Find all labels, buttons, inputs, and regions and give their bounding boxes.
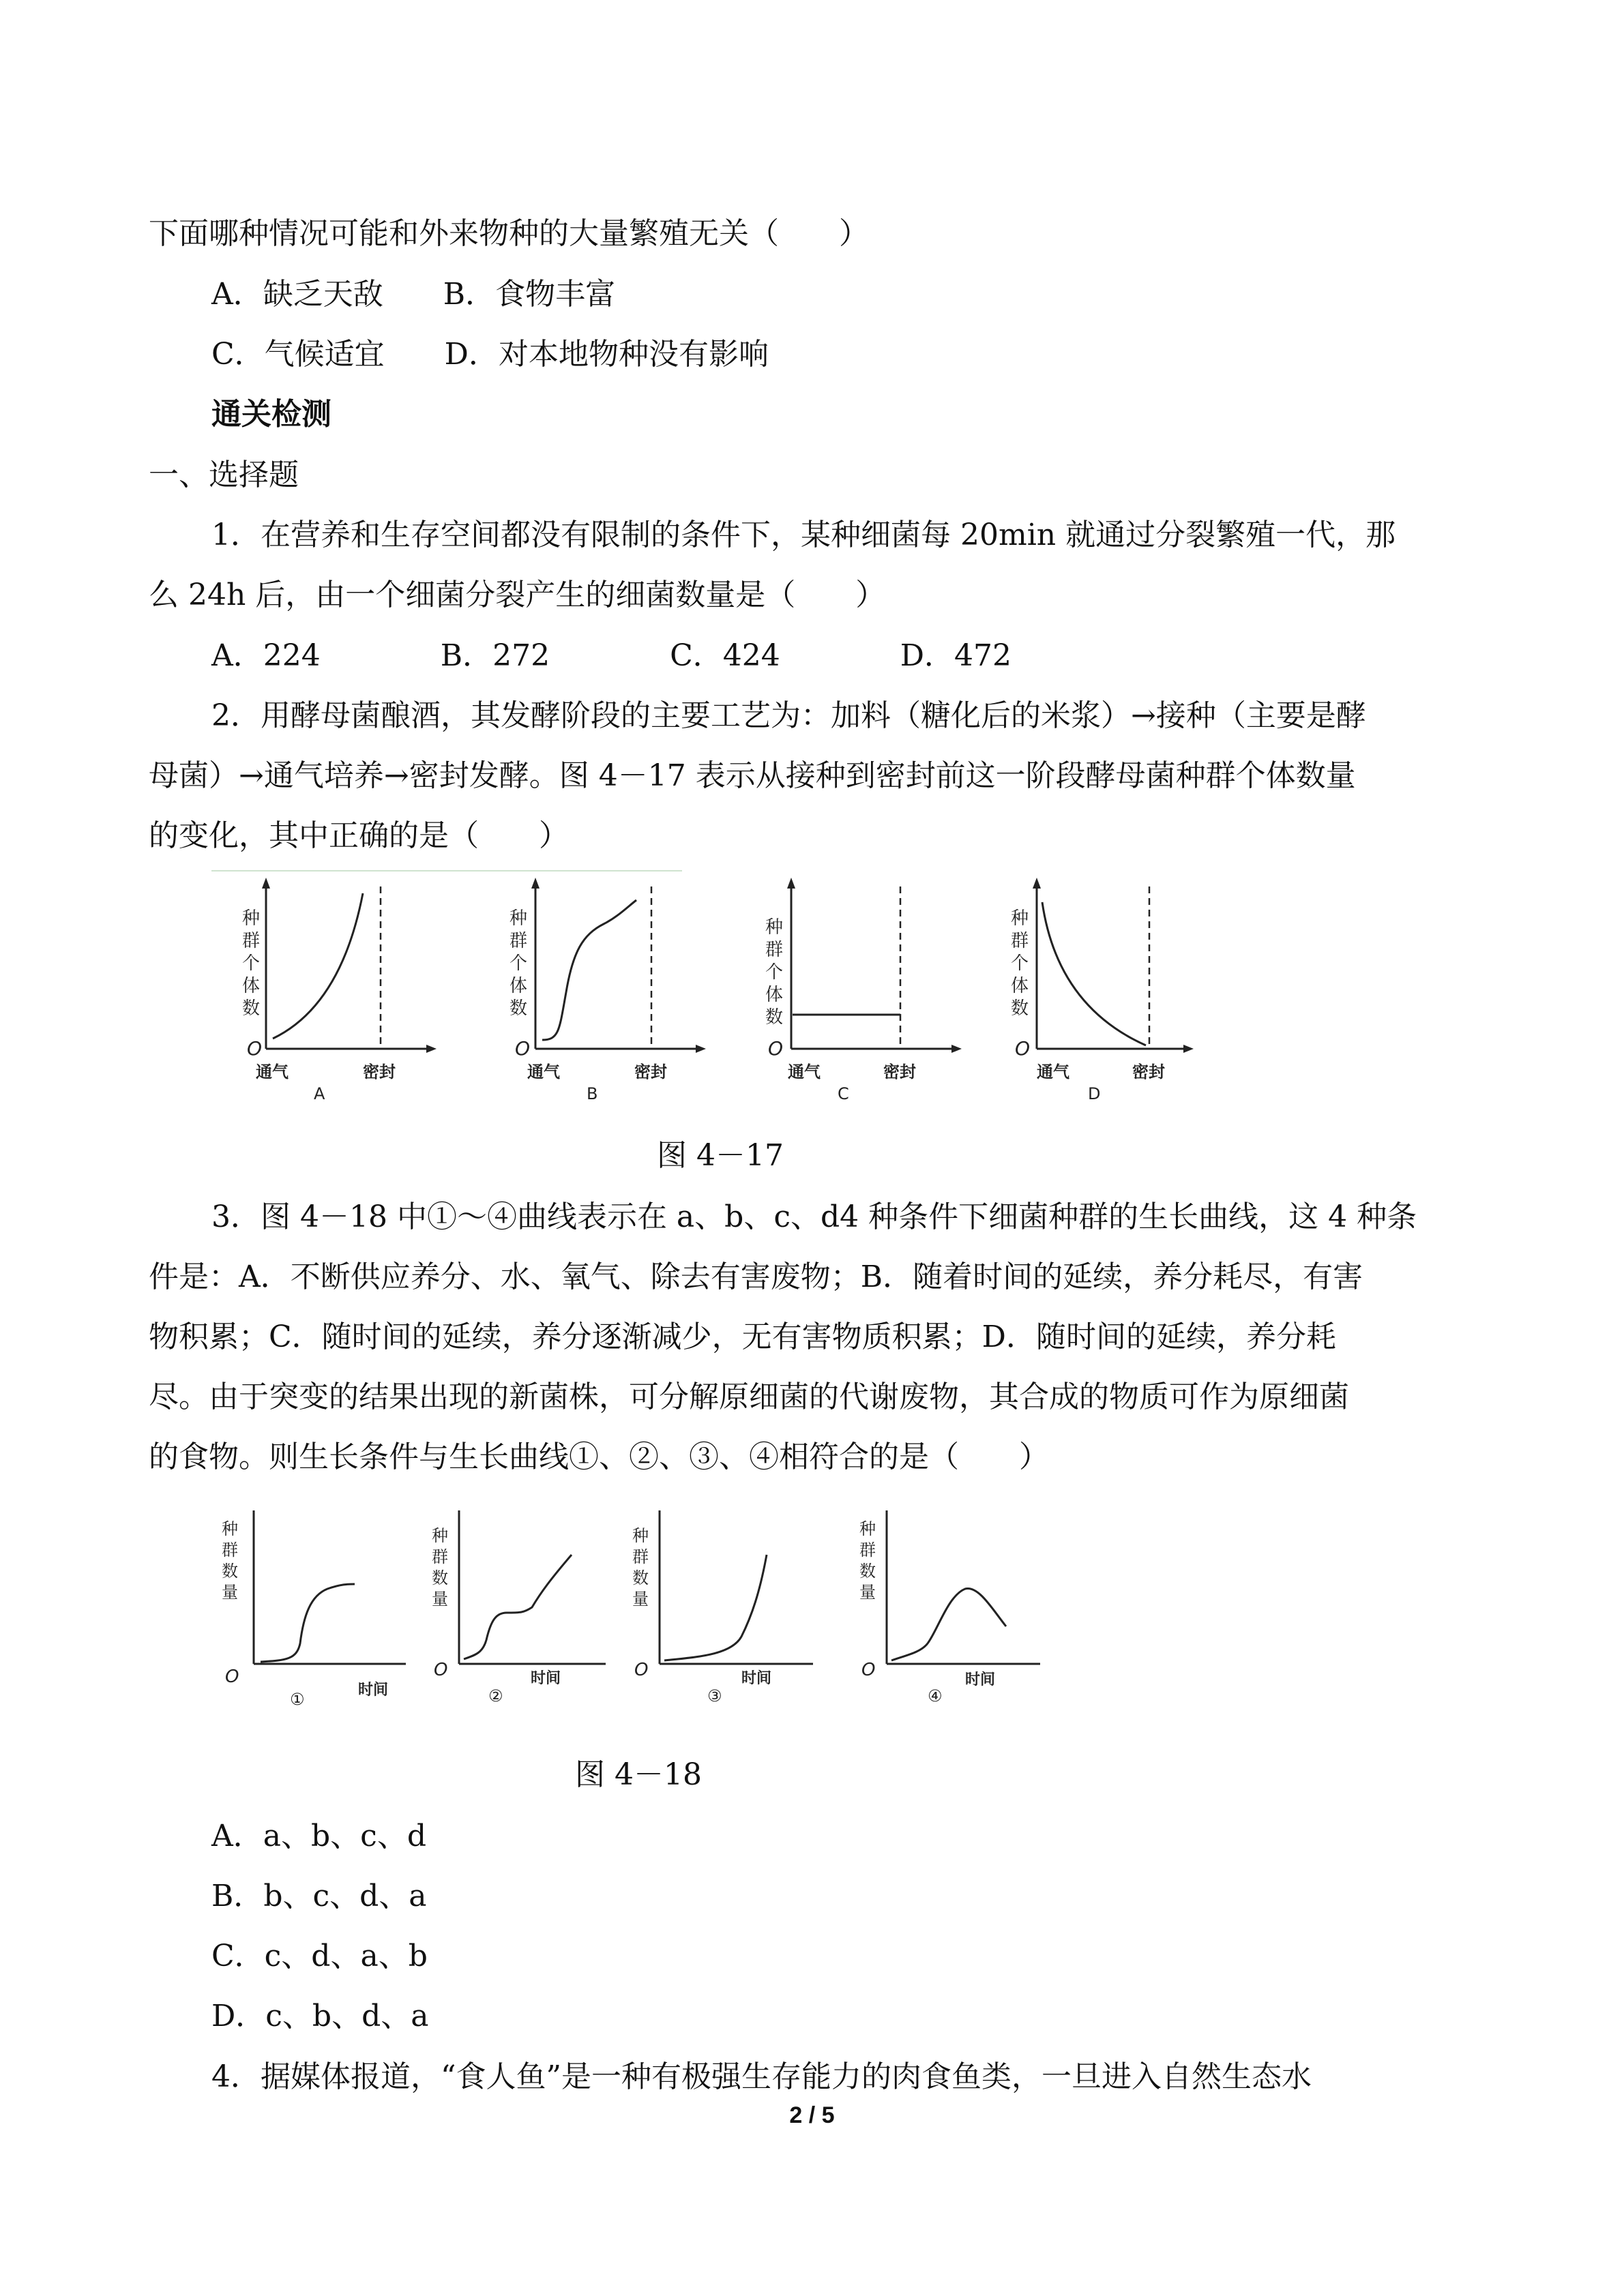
panel-label: C bbox=[838, 1084, 849, 1103]
origin-label: O bbox=[225, 1667, 239, 1687]
ylabel-char: 个 bbox=[765, 962, 784, 983]
ylabel-char: 群 bbox=[242, 931, 261, 951]
ylabel-char: 群 bbox=[432, 1547, 448, 1566]
panel-4 bbox=[859, 1510, 1040, 1705]
panel-label: ④ bbox=[928, 1686, 943, 1705]
ylabel-char: 群 bbox=[859, 1540, 876, 1560]
curve-4 bbox=[891, 1589, 1006, 1660]
panel-1 bbox=[222, 1510, 406, 1709]
xlabel: 时间 bbox=[741, 1670, 772, 1687]
ylabel-char: 数 bbox=[1011, 998, 1029, 1019]
origin-label: O bbox=[634, 1660, 649, 1680]
panel-3 bbox=[632, 1510, 813, 1705]
ylabel-char: 数 bbox=[432, 1568, 448, 1587]
q3-line3: 物积累；C．随时间的延续，养分逐渐减少，无有害物质积累；D．随时间的延续，养分耗 bbox=[149, 1320, 1336, 1354]
q3-line2: 件是：A．不断供应养分、水、氧气、除去有害废物；B．随着时间的延续，养分耗尽，有害 bbox=[149, 1259, 1363, 1294]
q1-line1: 1．在营养和生存空间都没有限制的条件下，某种细菌每 20min 就通过分裂繁殖一代，那 bbox=[211, 518, 1396, 552]
ylabel-char: 种 bbox=[632, 1526, 649, 1545]
ylabel-char: 量 bbox=[222, 1583, 238, 1602]
origin-label: O bbox=[768, 1037, 784, 1060]
figure-4-17 bbox=[205, 869, 1194, 1118]
origin-label: O bbox=[861, 1660, 876, 1680]
q3-option-a: A．a、b、c、d bbox=[211, 1819, 426, 1853]
ylabel-char: 种 bbox=[510, 908, 528, 929]
panel-label: ① bbox=[290, 1690, 305, 1709]
ylabel-char: 种 bbox=[765, 917, 784, 938]
ylabel-char: 数 bbox=[222, 1562, 238, 1581]
ylabel-char: 量 bbox=[859, 1583, 876, 1602]
ylabel-char: 量 bbox=[432, 1590, 448, 1609]
ylabel-char: 群 bbox=[1011, 931, 1029, 951]
q3-option-d: D．c、b、d、a bbox=[211, 1999, 429, 2033]
curve-b bbox=[542, 900, 636, 1040]
ylabel-char: 群 bbox=[510, 931, 528, 951]
x-axis-arrow bbox=[696, 1045, 706, 1053]
x-axis-arrow bbox=[951, 1045, 962, 1053]
q2-line1: 2．用酵母菌酿酒，其发酵阶段的主要工艺为：加料（糖化后的米浆）→接种（主要是酵 bbox=[211, 698, 1366, 733]
x-axis-arrow bbox=[1183, 1045, 1194, 1053]
y-axis-arrow bbox=[1033, 878, 1041, 889]
ylabel-char: 种 bbox=[222, 1519, 238, 1538]
ylabel-char: 群 bbox=[222, 1540, 238, 1560]
xlabel-end: 密封 bbox=[883, 1062, 916, 1082]
xlabel-start: 通气 bbox=[788, 1062, 821, 1082]
ylabel-char: 数 bbox=[859, 1562, 876, 1581]
origin-label: O bbox=[515, 1037, 531, 1060]
q3-line1: 3．图 4－18 中①～④曲线表示在 a、b、c、d4 种条件下细菌种群的生长曲线，这 4 种条 bbox=[211, 1199, 1417, 1234]
q3-line5: 的食物。则生长条件与生长曲线①、②、③、④相符合的是（ ） bbox=[149, 1440, 1049, 1474]
x-axis-arrow bbox=[426, 1045, 437, 1053]
xlabel: 时间 bbox=[531, 1670, 561, 1687]
figure-4-18 bbox=[211, 1497, 1064, 1725]
ylabel-char: 数 bbox=[632, 1568, 649, 1587]
section-subtitle: 一、选择题 bbox=[149, 458, 299, 492]
ylabel-char: 种 bbox=[1011, 908, 1029, 929]
xlabel-start: 通气 bbox=[527, 1062, 560, 1082]
ylabel-char: 个 bbox=[510, 953, 528, 974]
xlabel-end: 密封 bbox=[1132, 1062, 1165, 1082]
figure-4-17-caption: 图 4－17 bbox=[657, 1138, 784, 1173]
intro-options-row1: A．缺乏天敌 B．食物丰富 bbox=[211, 277, 616, 312]
curve-3 bbox=[664, 1555, 767, 1660]
ylabel-char: 量 bbox=[632, 1590, 649, 1609]
xlabel-end: 密封 bbox=[634, 1062, 667, 1082]
q4-line1: 4．据媒体报道，“食人鱼”是一种有极强生存能力的肉食鱼类，一旦进入自然生态水 bbox=[211, 2059, 1312, 2094]
y-axis-arrow bbox=[531, 878, 540, 889]
origin-label: O bbox=[247, 1037, 263, 1060]
panel-label: D bbox=[1088, 1084, 1101, 1103]
panel-label: B bbox=[587, 1084, 598, 1103]
ylabel-char: 个 bbox=[1011, 953, 1029, 974]
q3-option-b: B．b、c、d、a bbox=[211, 1879, 427, 1913]
ylabel-char: 体 bbox=[1011, 976, 1029, 996]
xlabel-end: 密封 bbox=[363, 1062, 396, 1082]
ylabel-char: 体 bbox=[765, 985, 784, 1005]
xlabel-start: 通气 bbox=[256, 1062, 289, 1082]
y-axis-arrow bbox=[787, 878, 795, 889]
q1-line2: 么 24h 后，由一个细菌分裂产生的细菌数量是（ ） bbox=[149, 578, 886, 612]
figure-4-18-caption: 图 4－18 bbox=[575, 1757, 702, 1792]
intro-question: 下面哪种情况可能和外来物种的大量繁殖无关（ ） bbox=[149, 216, 869, 251]
intro-options-row2: C．气候适宜 D．对本地物种没有影响 bbox=[211, 337, 769, 372]
ylabel-char: 数 bbox=[242, 998, 261, 1019]
ylabel-char: 群 bbox=[765, 940, 784, 960]
origin-label: O bbox=[434, 1660, 448, 1680]
panel-label: ③ bbox=[707, 1686, 722, 1705]
panel-label: ② bbox=[488, 1686, 503, 1705]
page-number: 2 / 5 bbox=[789, 2102, 835, 2128]
ylabel-char: 数 bbox=[765, 1007, 784, 1028]
ylabel-char: 种 bbox=[859, 1519, 876, 1538]
q3-option-c: C．c、d、a、b bbox=[211, 1939, 428, 1973]
panel-b bbox=[510, 878, 706, 1103]
y-axis-arrow bbox=[262, 878, 270, 889]
panel-a bbox=[242, 878, 437, 1103]
curve-d bbox=[1042, 902, 1146, 1045]
ylabel-char: 体 bbox=[242, 976, 261, 996]
panel-2 bbox=[432, 1510, 606, 1705]
curve-a bbox=[273, 893, 363, 1039]
panel-c bbox=[765, 878, 962, 1103]
panel-label: A bbox=[314, 1084, 325, 1103]
xlabel-start: 通气 bbox=[1037, 1062, 1069, 1082]
q3-line4: 尽。由于突变的结果出现的新菌株，可分解原细菌的代谢废物，其合成的物质可作为原细菌 bbox=[149, 1380, 1349, 1414]
q2-line2: 母菌）→通气培养→密封发酵。图 4－17 表示从接种到密封前这一阶段酵母菌种群个体数量 bbox=[149, 758, 1356, 793]
curve-2 bbox=[464, 1555, 572, 1659]
curve-1 bbox=[261, 1584, 355, 1662]
xlabel: 时间 bbox=[965, 1671, 996, 1688]
ylabel-char: 个 bbox=[242, 953, 261, 974]
q1-options: A．224 B．272 C．424 D．472 bbox=[211, 638, 1012, 673]
ylabel-char: 种 bbox=[432, 1526, 448, 1545]
section-title: 通关检测 bbox=[211, 397, 331, 432]
xlabel: 时间 bbox=[358, 1682, 389, 1699]
figure-4-18-svg bbox=[211, 1497, 1064, 1722]
ylabel-char: 种 bbox=[242, 908, 261, 929]
panel-d bbox=[1011, 878, 1194, 1103]
ylabel-char: 群 bbox=[632, 1547, 649, 1566]
figure-4-17-svg bbox=[205, 869, 1194, 1115]
ylabel-char: 体 bbox=[510, 976, 528, 996]
origin-label: O bbox=[1015, 1037, 1031, 1060]
q2-line3: 的变化，其中正确的是（ ） bbox=[149, 818, 569, 853]
ylabel-char: 数 bbox=[510, 998, 528, 1019]
